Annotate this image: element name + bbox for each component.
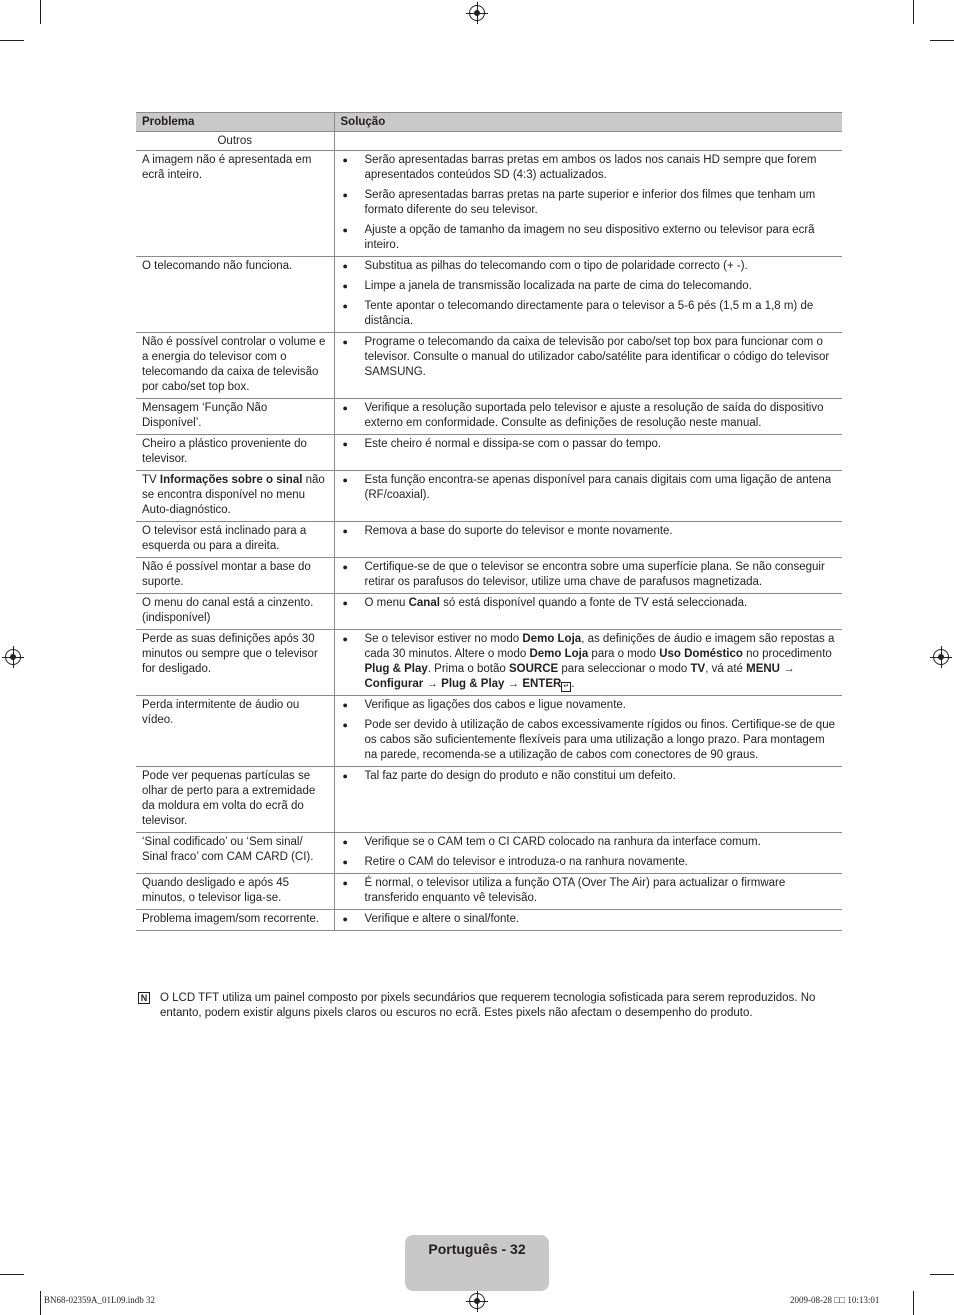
solution-text: Remova a base do suporte do televisor e monte novamente. <box>364 525 673 537</box>
problem-cell <box>136 874 334 910</box>
solution-text: . <box>571 678 575 690</box>
table-row <box>136 910 842 931</box>
solution-text: só está disponível quando a fonte de TV está seleccionada. <box>439 597 748 609</box>
registration-mark-icon <box>469 1293 485 1309</box>
solution-text: Demo Loja <box>522 633 582 645</box>
solution-text: Canal <box>408 597 440 609</box>
bullet-icon: ● <box>342 155 348 165</box>
solution-text: Substitua as pilhas do telecomando com o tipo de polaridade correcto (+ -). <box>364 260 748 272</box>
bullet-icon: ● <box>342 337 348 347</box>
solution-cell <box>334 910 842 931</box>
solution-text: O menu <box>364 597 409 609</box>
solution-text: Retire o CAM do televisor e introduza-o na ranhura novamente. <box>364 856 688 868</box>
solution-text: Programe o telecomando da caixa de televisão por cabo/set top box para funcionar com o televisor. Consulte o manual do utilizador cabo/satélite para identificar o código do televisor SAMSUNG. <box>364 336 830 378</box>
problem-text: O telecomando não funciona. <box>142 260 293 272</box>
solution-list <box>341 259 837 329</box>
problem-text: O menu do canal está a cinzento. (indisponível) <box>142 597 314 624</box>
bullet-icon: ● <box>342 598 348 608</box>
problem-cell <box>136 151 334 257</box>
problem-cell <box>136 522 334 558</box>
crop-mark <box>930 1274 954 1275</box>
list-item <box>341 401 837 431</box>
list-item <box>341 153 837 183</box>
problem-text: Perda intermitente de áudio ou vídeo. <box>142 699 300 726</box>
solution-text: Esta função encontra-se apenas disponível para canais digitais com uma ligação de antena (RF/coaxial). <box>364 474 832 501</box>
solution-text: Pode ser devido à utilização de cabos excessivamente rígidos ou finos. Certifique-se de que os cabos são suficientemente flexíveis para uma utilização a longo prazo. Para montagem na parede, recomenda-se a utilização de cabos com conectores de 90 graus. <box>364 719 835 761</box>
bullet-icon: ● <box>342 771 348 781</box>
list-item <box>341 279 837 294</box>
bullet-icon: ● <box>342 562 348 572</box>
list-item <box>341 835 837 850</box>
solution-list <box>341 769 837 784</box>
registration-mark-icon <box>5 649 21 665</box>
problem-text: TV <box>142 474 160 486</box>
solution-text: Certifique-se de que o televisor se encontra sobre uma superfície plana. Se não conseguir retirar os parafusos do televisor, utilize uma chave de parafusos magnetizada. <box>364 561 825 588</box>
enter-icon: ↵ <box>561 682 571 692</box>
bullet-icon: ● <box>342 190 348 200</box>
problem-text: Problema imagem/som recorrente. <box>142 913 320 925</box>
list-item <box>341 596 837 611</box>
column-header-problem: Problema <box>136 113 334 132</box>
problem-cell <box>136 833 334 874</box>
solution-text: TV <box>690 663 706 675</box>
solution-text: para seleccionar o modo <box>558 663 691 675</box>
list-item <box>341 299 837 329</box>
problem-cell <box>136 910 334 931</box>
list-item <box>341 718 837 763</box>
solution-text: Serão apresentadas barras pretas na parte superior e inferior dos filmes que tenham um formato diferente do seu televisor. <box>364 189 816 216</box>
solution-text: Verifique e altere o sinal/fonte. <box>364 913 520 925</box>
solution-list <box>341 335 837 380</box>
note-block <box>138 991 842 1021</box>
table-header-row <box>136 113 842 132</box>
column-header-solution: Solução <box>334 113 842 132</box>
section-label: Outros <box>136 132 334 151</box>
print-file-info: BN68-02359A_01L09.indb 32 <box>44 1295 155 1305</box>
solution-text: para o modo <box>588 648 660 660</box>
problem-text: Informações sobre o sinal <box>159 474 303 486</box>
solution-cell <box>334 257 842 333</box>
solution-text: . Prima o botão <box>427 663 509 675</box>
solution-cell <box>334 767 842 833</box>
problem-text: ‘Sinal codificado’ ou ‘Sem sinal/ Sinal fraco’ com CAM CARD (CI). <box>142 836 314 863</box>
list-item <box>341 855 837 870</box>
problem-text: Não é possível montar a base do suporte. <box>142 561 311 588</box>
solution-cell <box>334 435 842 471</box>
solution-text: Tente apontar o telecomando directamente para o televisor a 5-6 pés (1,5 m a 1,8 m) de distância. <box>364 300 814 327</box>
list-item <box>341 437 837 452</box>
table-row <box>136 151 842 257</box>
solution-text: Verifique se o CAM tem o CI CARD colocado na ranhura da interface comum. <box>364 836 761 848</box>
bullet-icon: ● <box>342 914 348 924</box>
problem-cell <box>136 696 334 767</box>
note-text: O LCD TFT utiliza um painel composto por pixels secundários que requerem tecnologia sofisticada para serem reproduzidos. No entanto, podem existir alguns pixels claros ou escuros no ecrã. Estes pixels não afectam o desempenho do produto. <box>160 992 816 1019</box>
solution-text: no procedimento <box>742 648 832 660</box>
solution-list <box>341 560 837 590</box>
solution-cell <box>334 696 842 767</box>
solution-text: Se o televisor estiver no modo <box>364 633 523 645</box>
bullet-icon: ● <box>342 878 348 888</box>
solution-list <box>341 912 837 927</box>
solution-cell <box>334 399 842 435</box>
table-row <box>136 833 842 874</box>
solution-list <box>341 524 837 539</box>
solution-text: , as definições de áudio e imagem são repostas a cada 30 minutos. Altere o modo <box>364 633 835 660</box>
solution-list <box>341 632 837 692</box>
bullet-icon: ● <box>342 225 348 235</box>
table-row <box>136 471 842 522</box>
solution-list <box>341 596 837 611</box>
section-empty-cell <box>334 132 842 151</box>
list-item <box>341 223 837 253</box>
crop-mark <box>930 40 954 41</box>
crop-mark <box>0 40 24 41</box>
problem-cell <box>136 257 334 333</box>
registration-mark-icon <box>933 649 949 665</box>
solution-cell <box>334 151 842 257</box>
bullet-icon: ● <box>342 261 348 271</box>
table-row <box>136 594 842 630</box>
problem-text: A imagem não é apresentada em ecrã inteiro. <box>142 154 312 181</box>
solution-text: MENU → Configurar → Plug & Play → ENTER <box>364 663 795 690</box>
problem-cell <box>136 435 334 471</box>
solution-list <box>341 876 837 906</box>
problem-cell <box>136 333 334 399</box>
bullet-icon: ● <box>342 857 348 867</box>
table-row <box>136 767 842 833</box>
solution-cell <box>334 630 842 696</box>
problem-cell <box>136 471 334 522</box>
table-row <box>136 333 842 399</box>
solution-list <box>341 153 837 253</box>
print-date-info: 2009-08-28 □□ 10:13:01 <box>790 1295 880 1305</box>
table-row <box>136 435 842 471</box>
solution-text: Demo Loja <box>529 648 589 660</box>
list-item <box>341 632 837 692</box>
solution-text: Ajuste a opção de tamanho da imagem no seu dispositivo externo ou televisor para ecrã inteiro. <box>364 224 815 251</box>
problem-cell <box>136 558 334 594</box>
problem-text: Quando desligado e após 45 minutos, o televisor liga-se. <box>142 877 290 904</box>
bullet-icon: ● <box>342 837 348 847</box>
problem-text: não se encontra disponível no menu Auto-diagnóstico. <box>142 474 325 516</box>
list-item <box>341 560 837 590</box>
problem-cell <box>136 399 334 435</box>
problem-text: Cheiro a plástico proveniente do televisor. <box>142 438 307 465</box>
crop-mark <box>913 1291 914 1315</box>
list-item <box>341 769 837 784</box>
page-number-label: Português - 32 <box>428 1241 526 1257</box>
table-row <box>136 522 842 558</box>
list-item <box>341 698 837 713</box>
bullet-icon: ● <box>342 301 348 311</box>
solution-text: Limpe a janela de transmissão localizada na parte de cima do telecomando. <box>364 280 752 292</box>
crop-mark <box>40 0 41 24</box>
solution-cell <box>334 333 842 399</box>
problem-text: Pode ver pequenas partículas se olhar de perto para a extremidade da moldura em volta do ecrã do televisor. <box>142 770 316 827</box>
list-item <box>341 524 837 539</box>
solution-list <box>341 473 837 503</box>
solution-text: Tal faz parte do design do produto e não constitui um defeito. <box>364 770 676 782</box>
bullet-icon: ● <box>342 526 348 536</box>
solution-text: SOURCE <box>508 663 559 675</box>
problem-text: O televisor está inclinado para a esquerda ou para a direita. <box>142 525 307 552</box>
bullet-icon: ● <box>342 281 348 291</box>
problem-cell <box>136 767 334 833</box>
solution-cell <box>334 522 842 558</box>
bullet-icon: ● <box>342 403 348 413</box>
table-row <box>136 630 842 696</box>
solution-cell <box>334 874 842 910</box>
table-row <box>136 696 842 767</box>
bullet-icon: ● <box>342 700 348 710</box>
list-item <box>341 259 837 274</box>
list-item <box>341 912 837 927</box>
solution-list <box>341 698 837 763</box>
bullet-icon: ● <box>342 475 348 485</box>
bullet-icon: ● <box>342 634 348 644</box>
solution-text: Verifique a resolução suportada pelo televisor e ajuste a resolução de saída do dispositivo externo em conformidade. Consulte as definições de resolução neste manual. <box>364 402 824 429</box>
solution-text: Uso Doméstico <box>659 648 743 660</box>
solution-cell <box>334 558 842 594</box>
solution-text: Plug & Play <box>364 663 428 675</box>
crop-mark <box>0 1274 24 1275</box>
problem-cell <box>136 630 334 696</box>
table-row <box>136 399 842 435</box>
solution-list <box>341 437 837 452</box>
solution-text: , vá até <box>705 663 747 675</box>
crop-mark <box>40 1291 41 1315</box>
problem-text: Perde as suas definições após 30 minutos ou sempre que o televisor for desligado. <box>142 633 318 675</box>
note-icon: N <box>138 992 150 1004</box>
table-row <box>136 257 842 333</box>
bullet-icon: ● <box>342 720 348 730</box>
bullet-icon: ● <box>342 439 348 449</box>
troubleshooting-table <box>136 112 842 931</box>
list-item <box>341 876 837 906</box>
solution-cell <box>334 833 842 874</box>
list-item <box>341 473 837 503</box>
solution-list <box>341 835 837 870</box>
list-item <box>341 335 837 380</box>
crop-mark <box>913 0 914 24</box>
table-row <box>136 874 842 910</box>
problem-text: Mensagem ‘Função Não Disponível’. <box>142 402 268 429</box>
solution-text: É normal, o televisor utiliza a função OTA (Over The Air) para actualizar o firmware transferido enquanto vê televisão. <box>364 877 786 904</box>
table-row <box>136 558 842 594</box>
list-item <box>341 188 837 218</box>
solution-text: Este cheiro é normal e dissipa-se com o passar do tempo. <box>364 438 662 450</box>
solution-cell <box>334 594 842 630</box>
solution-text: Serão apresentadas barras pretas em ambos os lados nos canais HD sempre que forem apresentados conteúdos SD (4:3) actualizados. <box>364 154 817 181</box>
registration-mark-icon <box>469 5 485 21</box>
solution-cell <box>334 471 842 522</box>
problem-text: Não é possível controlar o volume e a energia do televisor com o telecomando da caixa de televisão por cabo/set top box. <box>142 336 326 393</box>
problem-cell <box>136 594 334 630</box>
solution-text: Verifique as ligações dos cabos e ligue novamente. <box>364 699 626 711</box>
section-row <box>136 132 842 151</box>
solution-list <box>341 401 837 431</box>
